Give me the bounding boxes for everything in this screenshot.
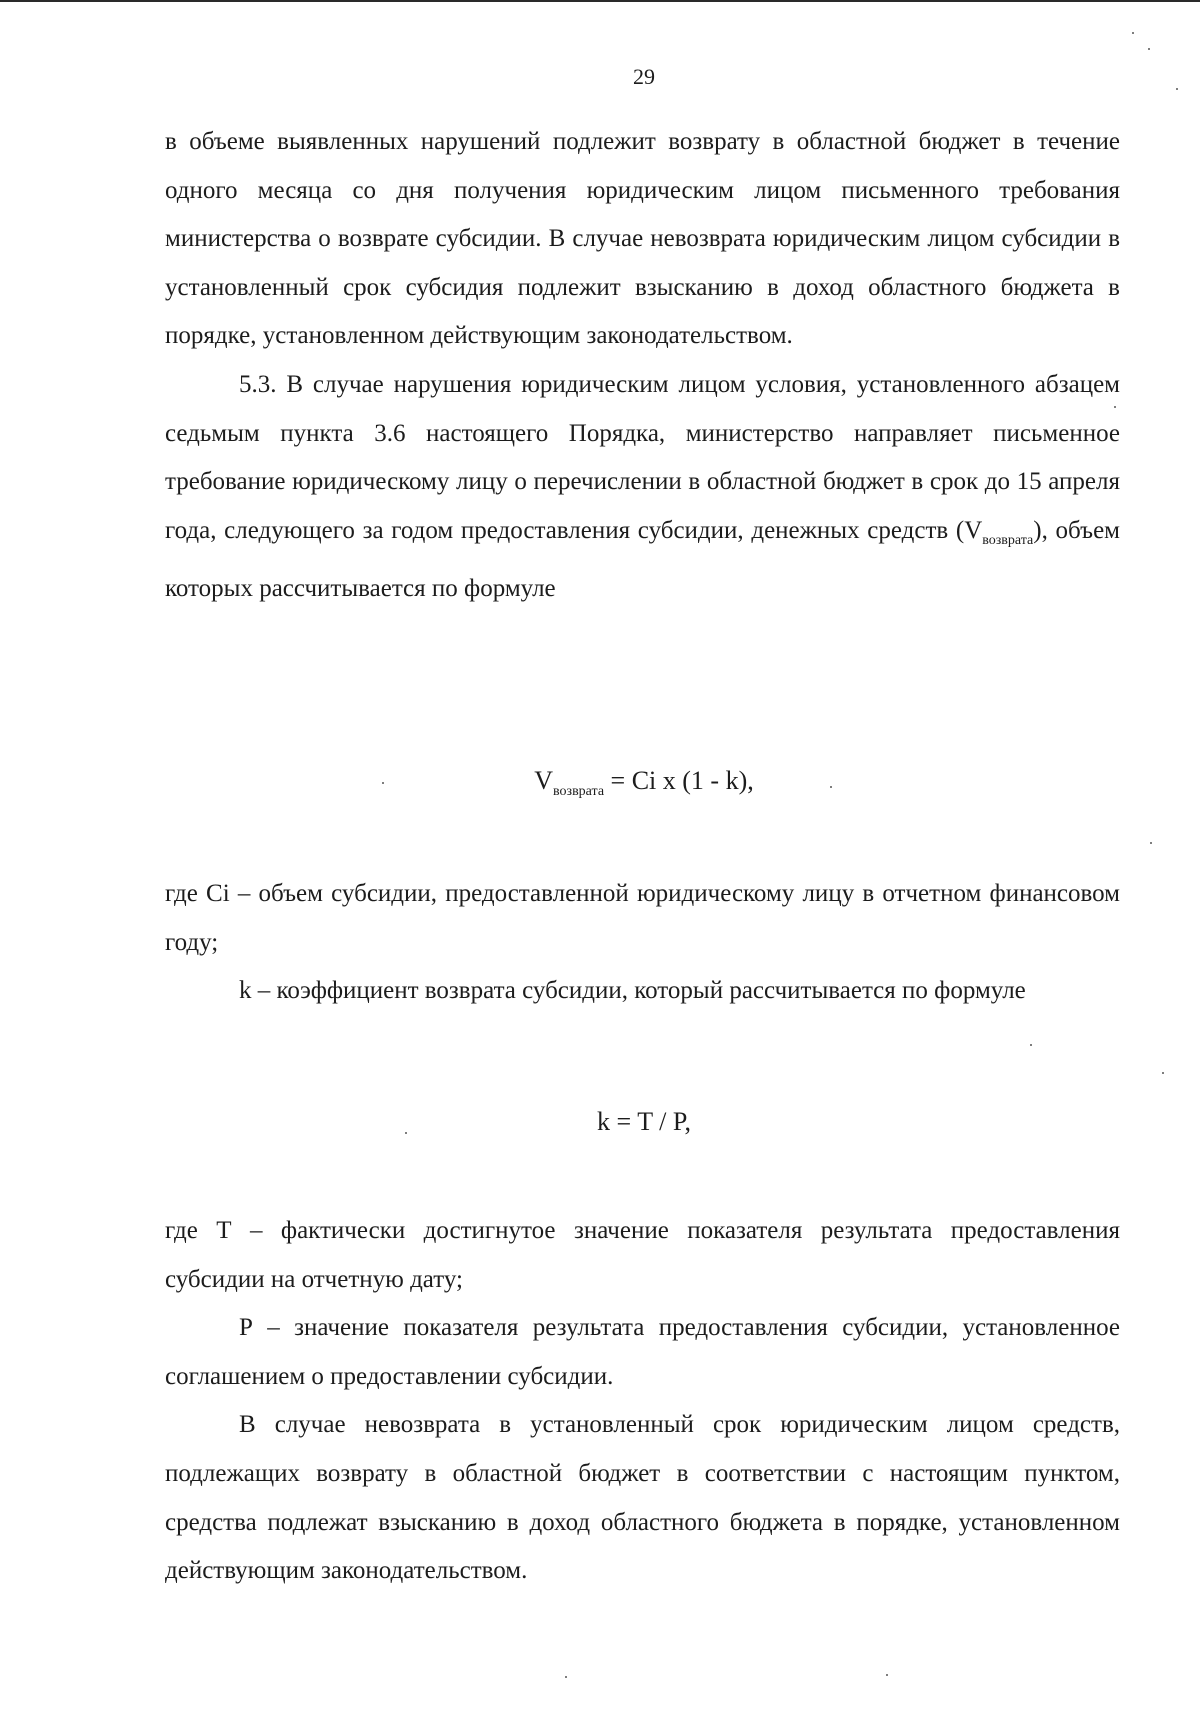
scan-speck xyxy=(1162,1072,1164,1074)
scan-speck xyxy=(405,1132,407,1134)
scan-speck xyxy=(382,782,384,784)
subscript-vozvrata: возврата xyxy=(982,532,1034,548)
definition-k: k – коэффициент возврата субсидии, который рассчитывается по формуле xyxy=(239,977,1026,1005)
scan-speck xyxy=(1176,88,1178,90)
scan-speck xyxy=(886,1674,888,1676)
paragraph-recovery: В случае невозврата в установленный срок юридическим лицом средств, подлежащих возврату в областной бюджет в соответствии с настоящим пунктом, средства подлежат взысканию в доход областного бюджета в порядке, установленном действующим законодательством. xyxy=(165,1411,1120,1585)
top-edge-rule xyxy=(0,0,1200,2)
text-block-bottom xyxy=(165,1207,1120,1596)
text-block-middle xyxy=(165,870,1120,1016)
scan-speck xyxy=(1030,1044,1032,1046)
scan-speck xyxy=(1132,32,1134,34)
page-number: 29 xyxy=(633,64,655,89)
definition-p: Р – значение показателя результата предоставления субсидии, установленное соглашением о предоставлении субсидии. xyxy=(165,1314,1120,1390)
paragraph-5-3-tail: ), объем которых рассчитывается по формуле xyxy=(165,516,1120,603)
formula-v-subscript: возврата xyxy=(553,784,605,800)
formula-k: k = T / P, xyxy=(597,1107,691,1136)
scan-speck xyxy=(1148,48,1150,50)
formula-v-rhs: = Ci x (1 - k), xyxy=(604,766,754,795)
scan-speck xyxy=(830,786,832,788)
definition-ci: где Ci – объем субсидии, предоставленной юридическому лицу в отчетном финансовом году; xyxy=(165,880,1120,956)
text-block-top xyxy=(165,118,1120,614)
scan-speck xyxy=(1150,842,1152,844)
paragraph-5-3 xyxy=(165,361,1120,614)
paragraph-continuation: в объеме выявленных нарушений подлежит возврату в областной бюджет в течение одного месяца со дня получения юридическим лицом письменного требования министерства о возврате субсидии. В случае невозврата юридическим лицом субсидии в установленный срок субсидия подлежит взысканию в доход областного бюджета в порядке, установленном действующим законодательством. xyxy=(165,128,1120,350)
paragraph-5-3-text: 5.3. В случае нарушения юридическим лицом условия, установленного абзацем седьмым пункта 3.6 настоящего Порядка, министерство направляет письменное требование юридическому лицу о перечислении в областной бюджет в срок до 15 апреля года, следующего за годом предоставления субсидии, денежных средств (V xyxy=(165,370,1120,544)
definition-t: где Т – фактически достигнутое значение показателя результата предоставления субсидии на отчетную дату; xyxy=(165,1217,1120,1293)
scan-speck xyxy=(565,1676,567,1678)
formula-v-return xyxy=(44,766,1200,800)
scan-speck xyxy=(1114,406,1116,408)
formula-v-symbol: V xyxy=(534,766,554,795)
